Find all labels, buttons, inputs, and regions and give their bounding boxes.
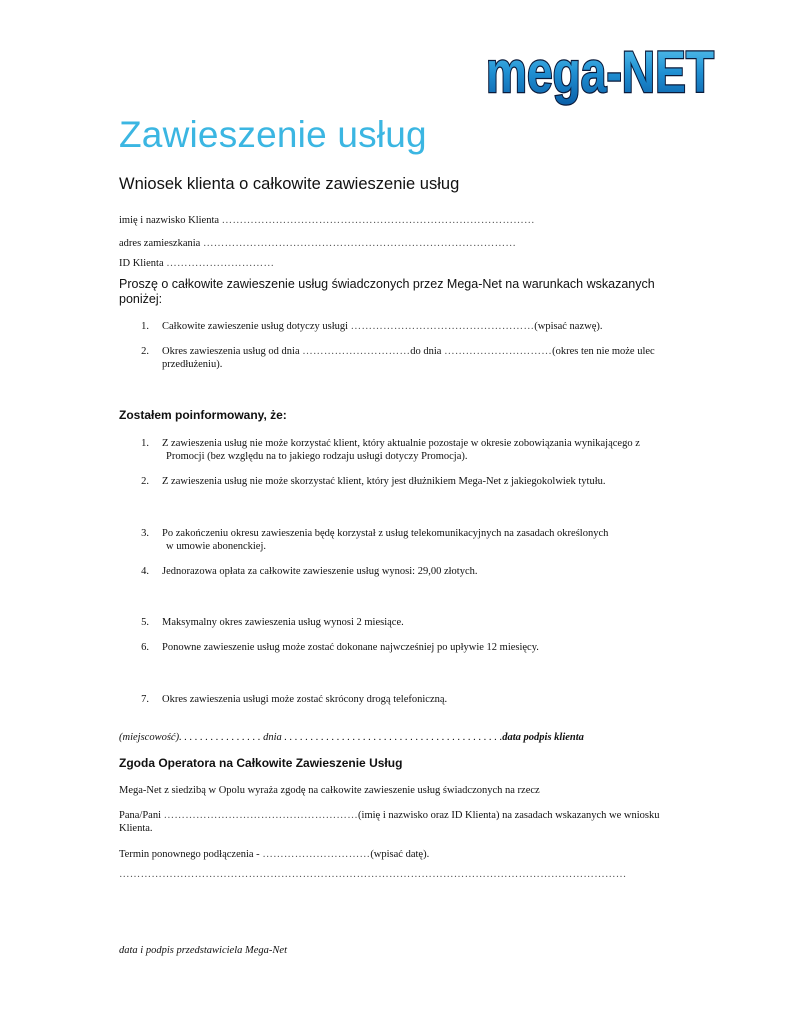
client-signature-line[interactable] bbox=[119, 731, 584, 744]
item-text: w umowie abonenckiej. bbox=[166, 541, 267, 552]
item-number: 3. bbox=[141, 528, 149, 539]
name-field[interactable] bbox=[119, 214, 535, 227]
item-text: Z zawieszenia usług nie może korzystać klient, który aktualnie pozostaje w okresie zobowiązania wynikającego z bbox=[162, 438, 640, 449]
item-number: 1. bbox=[141, 321, 149, 332]
date-from-dots[interactable]: ………………………… bbox=[302, 346, 411, 357]
operator-consent-text: Mega-Net z siedzibą w Opolu wyraża zgodę na całkowite zawieszenie usług świadczonych na rzecz bbox=[119, 785, 540, 796]
logo-graphic bbox=[482, 40, 718, 105]
reconnect-dots: ………………………… bbox=[262, 849, 371, 860]
request-text: Proszę o całkowite zawieszenie usług świadczonych przez Mega-Net na warunkach wskazanych poniżej: bbox=[119, 277, 655, 306]
item-number: 6. bbox=[141, 642, 149, 653]
date-to-dots[interactable]: ………………………… bbox=[444, 346, 553, 357]
client-id-label: ID Klienta bbox=[119, 258, 164, 269]
item-number: 1. bbox=[141, 438, 149, 449]
informed-heading: Zostałem poinformowany, że: bbox=[119, 408, 287, 422]
item-text: Promocji (bez względu na to jakiego rodzaju usługi dotyczy Promocja). bbox=[166, 451, 468, 462]
pan-pani-label: Pana/Pani bbox=[119, 810, 161, 821]
item-text: Z zawieszenia usług nie może skorzystać klient, który jest dłużnikiem Mega-Net z jakiegokolwiek tytułu. bbox=[162, 476, 606, 487]
item-text: Okres zawieszenia usług od dnia bbox=[162, 346, 300, 357]
pan-pani-dots: ……………………………………………… bbox=[163, 810, 359, 821]
client-id-field[interactable] bbox=[119, 257, 274, 270]
reconnect-note: (wpisać datę). bbox=[370, 849, 430, 860]
reconnect-field[interactable] bbox=[119, 848, 429, 861]
item-number: 4. bbox=[141, 566, 149, 577]
item-number: 2. bbox=[141, 346, 149, 357]
service-name-dots[interactable]: …………………………………………… bbox=[350, 321, 535, 332]
address-dots: …………………………………………………………………………… bbox=[202, 238, 517, 249]
item-text: Ponowne zawieszenie usług może zostać dokonane najwcześniej po upływie 12 miesięcy. bbox=[162, 642, 539, 653]
reconnect-label: Termin ponownego podłączenia - bbox=[119, 849, 260, 860]
item-number: 7. bbox=[141, 694, 149, 705]
address-label: adres zamieszkania bbox=[119, 238, 201, 249]
pan-pani-note: (imię i nazwisko oraz ID Klienta) na zasadach wskazanych we wniosku bbox=[358, 810, 660, 821]
item-note: (okres ten nie może ulec bbox=[552, 346, 655, 357]
address-field[interactable] bbox=[119, 237, 516, 250]
page-title: Zawieszenie usług bbox=[119, 114, 427, 155]
item-text: do dnia bbox=[410, 346, 442, 357]
name-label: imię i nazwisko Klienta bbox=[119, 215, 220, 226]
place-dots: . . . . . . . . . . . . . . . . bbox=[179, 732, 261, 743]
item-text: Okres zawieszenia usługi może zostać skrócony drogą telefoniczną. bbox=[162, 694, 448, 705]
item-text: Maksymalny okres zawieszenia usług wynosi 2 miesiące. bbox=[162, 617, 404, 628]
logo-text: mega-NET bbox=[486, 40, 714, 105]
item-number: 5. bbox=[141, 617, 149, 628]
client-id-dots: ………………………… bbox=[166, 258, 275, 269]
item-text: Po zakończeniu okresu zawieszenia będę korzystał z usług telekomunikacyjnych na zasadach określonych bbox=[162, 528, 609, 539]
place-label: (miejscowość) bbox=[119, 732, 180, 743]
date-label: dnia bbox=[263, 732, 282, 743]
item-note: (wpisać nazwę). bbox=[534, 321, 603, 332]
item-note: przedłużeniu). bbox=[162, 359, 223, 370]
operator-signature-label: data i podpis przedstawiciela Mega-Net bbox=[119, 945, 287, 956]
item-number: 2. bbox=[141, 476, 149, 487]
item-text: Całkowite zawieszenie usług dotyczy usługi bbox=[162, 321, 349, 332]
date-dots: . . . . . . . . . . . . . . . . . . . . . . . . . . . . . . . . . . . . . . . . . . bbox=[284, 732, 503, 743]
pan-pani-line2: Klienta. bbox=[119, 823, 153, 834]
operator-heading: Zgoda Operatora na Całkowite Zawieszenie Usług bbox=[119, 756, 403, 770]
page-subtitle: Wniosek klienta o całkowite zawieszenie usług bbox=[119, 175, 460, 193]
operator-signature-dots[interactable]: …………………………………………………………………………………………………………………………… bbox=[119, 869, 627, 880]
name-dots: …………………………………………………………………………… bbox=[221, 215, 535, 226]
mega-net-logo bbox=[482, 40, 718, 105]
item-text: Jednorazowa opłata za całkowite zawieszenie usług wynosi: 29,00 złotych. bbox=[162, 566, 478, 577]
signature-label: data podpis klienta bbox=[502, 732, 584, 743]
operator-client-field[interactable] bbox=[119, 809, 675, 835]
